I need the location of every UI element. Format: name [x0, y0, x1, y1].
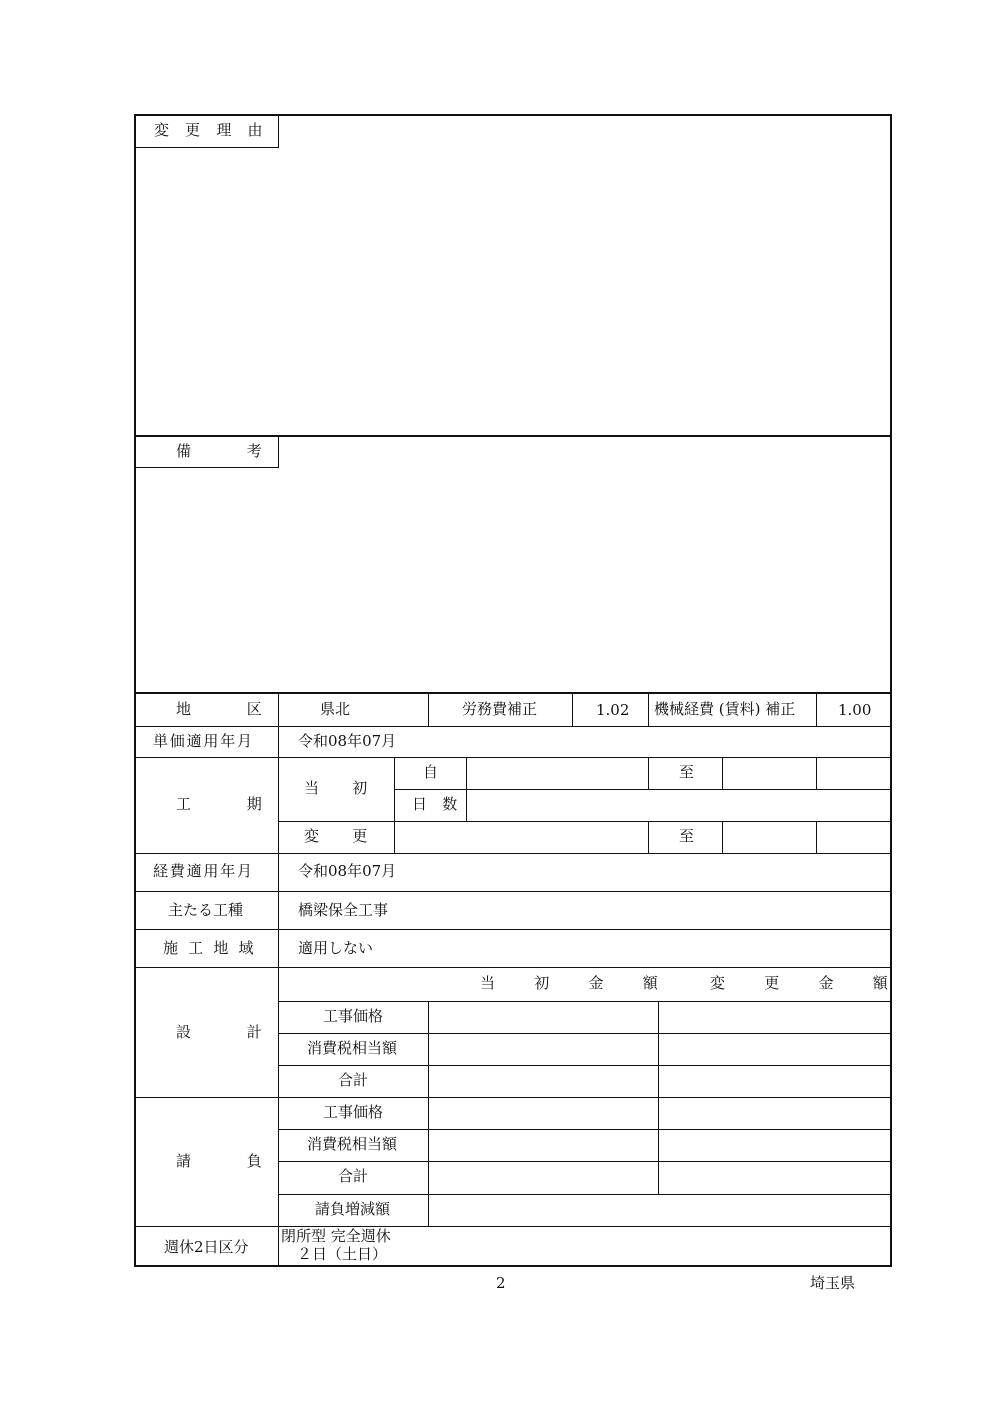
amount-row-2-top [278, 1033, 891, 1034]
design-total-label: 合計 [338, 1071, 369, 1089]
change-reason-section-bottom [135, 435, 891, 437]
outer-form-border [134, 114, 892, 1267]
contract-section-bottom [135, 1226, 891, 1227]
change-reason-label-bottom [135, 147, 278, 148]
period-end-divider-1 [816, 757, 817, 789]
amount-label-divider [428, 1001, 429, 1226]
initial-label: 当 初 [304, 779, 382, 797]
design-section-bottom [135, 1097, 891, 1098]
district-label: 地 区 [176, 700, 288, 718]
contract-total-label: 合計 [338, 1167, 369, 1185]
main-work-label: 主たる工種 [168, 901, 244, 919]
district-value: 県北 [320, 700, 351, 718]
change-amount-header: 変 更 金 額 [710, 974, 906, 992]
contract-row-4-top [278, 1194, 891, 1195]
change-reason-label-divider [278, 115, 279, 148]
district-label-column [278, 693, 279, 1267]
contract-row-3-top [278, 1161, 891, 1162]
machine-divider [816, 693, 817, 726]
amount-row-1-top [278, 1001, 891, 1002]
expense-label: 経費適用年月 [153, 862, 254, 880]
weekly-off-label: 週休2日区分 [164, 1238, 249, 1256]
change-label: 変 更 [304, 827, 382, 845]
initial-amount-header: 当 初 金 額 [480, 974, 676, 992]
period-label: 工 期 [176, 795, 288, 813]
contract-row-2-top [278, 1129, 891, 1130]
design-tax-label: 消費税相当額 [307, 1039, 398, 1057]
amount-middle-divider [658, 1001, 659, 1194]
labor-value-divider [648, 693, 649, 726]
period-to-divider-2 [648, 821, 649, 853]
labor-divider [572, 693, 573, 726]
period-to-value-divider-2 [722, 821, 723, 853]
row-divider-period-bottom [135, 853, 891, 854]
district-value-divider [428, 693, 429, 726]
expense-value: 令和08年07月 [298, 862, 397, 880]
page-number: 2 [496, 1274, 506, 1292]
to-label-2: 至 [679, 827, 695, 845]
remarks-label-bottom [135, 467, 278, 468]
from-label: 自 [423, 763, 439, 781]
remarks-section-bottom [135, 692, 891, 694]
remarks-label: 備 考 [176, 442, 288, 460]
machine-correction-label: 機械経費 (賃料) 補正 [654, 700, 796, 718]
unit-price-value: 令和08年07月 [298, 732, 397, 750]
weekly-off-value-line2: ２日（土日） [297, 1245, 388, 1263]
days-label: 日 数 [412, 795, 463, 813]
change-reason-label: 変 更 理 由 [154, 121, 269, 139]
row-divider-area [135, 967, 891, 968]
weekly-off-value-line1: 閉所型 完全週休 [281, 1227, 391, 1245]
labor-correction-label: 労務費補正 [462, 700, 538, 718]
unit-price-label: 単価適用年月 [153, 732, 254, 750]
design-work-price-label: 工事価格 [323, 1007, 384, 1025]
contract-work-price-label: 工事価格 [323, 1103, 384, 1121]
period-to-divider-1 [648, 757, 649, 789]
main-work-value: 橋梁保全工事 [298, 901, 389, 919]
area-label: 施 工 地 域 [163, 939, 257, 957]
design-label: 設 計 [176, 1023, 288, 1041]
contract-tax-label: 消費税相当額 [307, 1135, 398, 1153]
authority-name: 埼玉県 [810, 1274, 856, 1292]
row-divider-main-work [135, 929, 891, 930]
area-value: 適用しない [298, 939, 374, 957]
row-divider-period-change [278, 821, 891, 822]
row-divider-district [135, 726, 891, 727]
row-divider-period-mid [394, 789, 891, 790]
row-divider-expense [135, 891, 891, 892]
machine-correction-value: 1.00 [838, 701, 872, 719]
period-to-value-divider-1 [722, 757, 723, 789]
contract-change-label: 請負増減額 [315, 1200, 391, 1218]
to-label-1: 至 [679, 763, 695, 781]
amount-row-3-top [278, 1065, 891, 1066]
period-end-divider-2 [816, 821, 817, 853]
labor-correction-value: 1.02 [596, 701, 630, 719]
period-from-value-divider [466, 757, 467, 821]
row-divider-unit-price [135, 757, 891, 758]
period-inner-divider [394, 757, 395, 853]
contract-label: 請 負 [176, 1152, 288, 1170]
